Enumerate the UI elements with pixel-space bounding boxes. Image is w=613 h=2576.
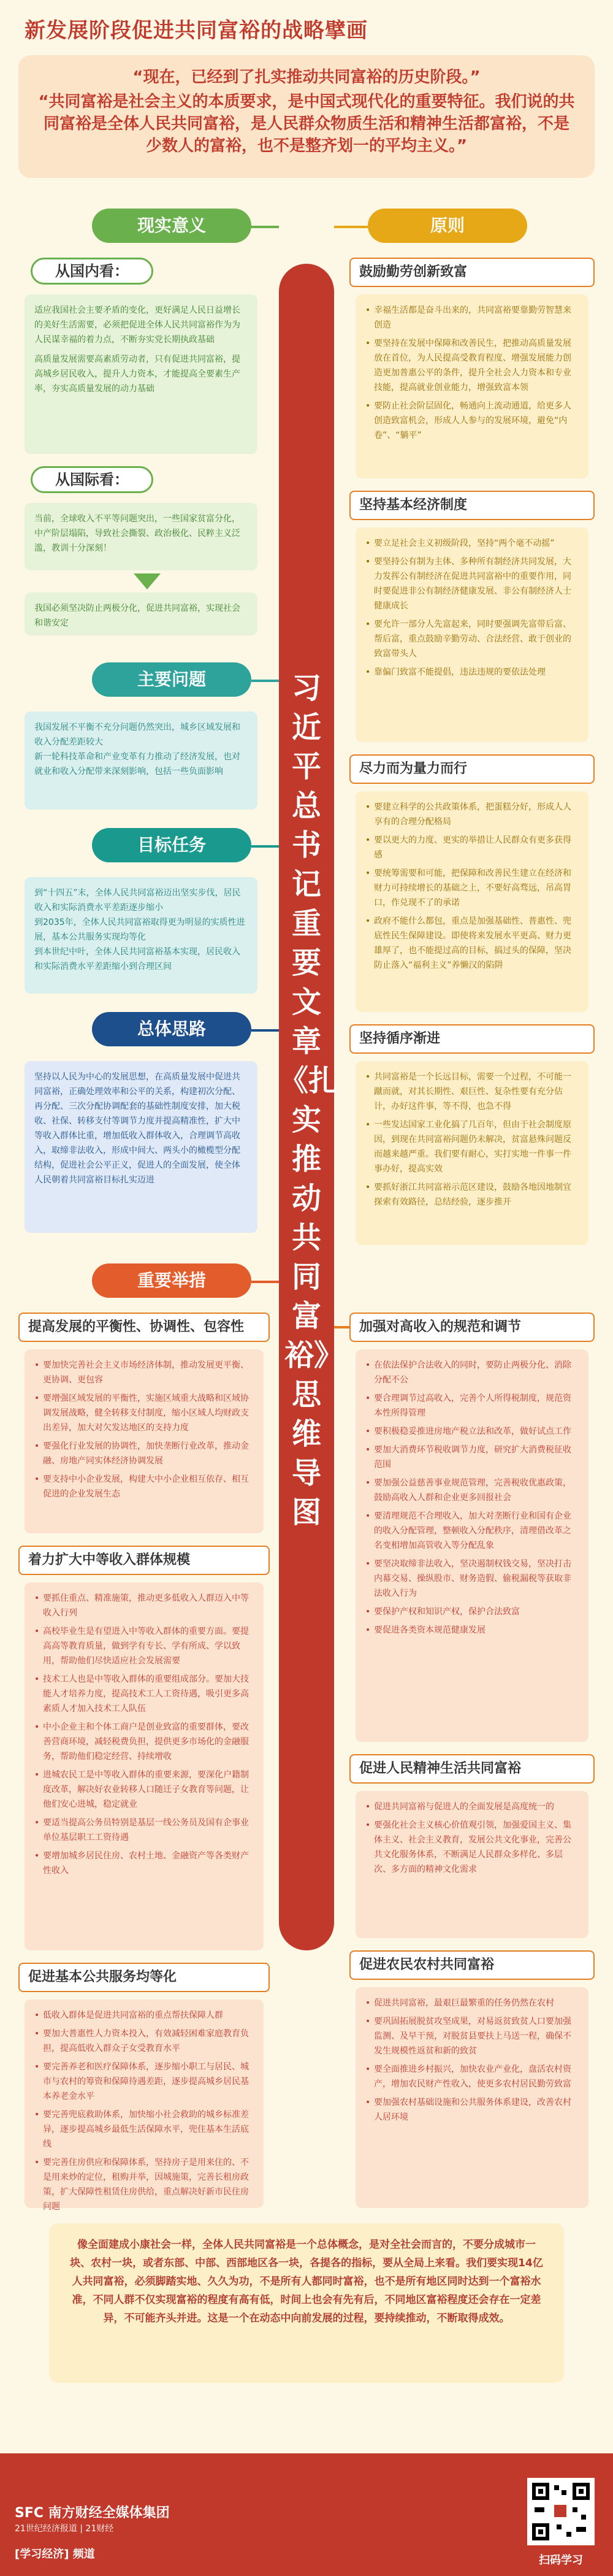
goals-box: 到“十四五”末，全体人民共同富裕迈出坚实步伐，居民收入和实际消费水平差距逐步缩小 到2035年，全体人民共同富裕取得更为明显的实质性进展，基本公共服务实现均等化 到本世纪中叶，全体人民共同富裕基本实现，居民收入和实际消费水平差距缩小到合理区间 — [25, 877, 257, 994]
measure-3-item: • 要完善兜底救助体系，加快缩小社会救助的城乡标准差异，逐步提高城乡最低生活保障水平，兜住基本生活底线 — [34, 2107, 254, 2152]
quote-line-2: “共同富裕是社会主义的本质要求，是中国式现代化的重要特征。我们说的共同富裕是全体人民共同富裕，是人民群众物质生活和精神生活都富裕，不是少数人的富裕，也不是整齐划一的平均主义。” — [38, 93, 575, 155]
measure-3-box — [25, 1999, 264, 2212]
measure-1-title: 提高发展的平衡性、协调性、包容性 — [18, 1313, 270, 1342]
principle-1-item: • 要坚持在发展中保障和改善民生，把推动高质量发展放在首位，为人民提高受教育程度、增强发展能力创造更加普惠公平的条件，提升全社会人力资本和专业技能，提高就业创业能力，增强致富本领 — [365, 336, 579, 395]
measure-2-item: • 高校毕业生是有望进入中等收入群体的重要方面。要提高高等教育质量，做到学有专长、学有所成、学以致用，帮助他们尽快适应社会发展需要 — [34, 1624, 254, 1668]
measure-2-title: 着力扩大中等收入群体规模 — [18, 1546, 270, 1575]
intl-label: 从国际看： — [31, 466, 153, 493]
reality-pill: 现实意义 — [92, 209, 251, 243]
center-title: 习近平总书记重要文章《扎实推动共同富裕》思维导图 — [279, 671, 338, 1530]
measure-2-item: • 进城农民工是中等收入群体的重要来源，要深化户籍制度改革，解决好农业转移人口随迁子女教育等问题，让他们安心进城，稳定就业 — [34, 1768, 254, 1812]
quote-box — [18, 55, 595, 178]
connector-principles — [334, 226, 368, 228]
principle-2-box — [356, 527, 588, 742]
measure-r3-box — [356, 1987, 588, 2208]
arrow-down-icon — [134, 573, 161, 589]
problems-pill: 主要问题 — [92, 662, 251, 697]
page-title: 新发展阶段促进共同富裕的战略擘画 — [25, 18, 368, 43]
connector-reality — [251, 226, 279, 228]
principle-4-item: • 要抓好浙江共同富裕示范区建设，鼓励各地因地制宜探索有效路径，总结经验，逐步推开 — [365, 1180, 579, 1209]
intl-conclusion-box: 我国必须坚决防止两极分化，促进共同富裕，实现社会和谐安定 — [25, 592, 257, 635]
domestic-text-2: 高质量发展需要高素质劳动者，只有促进共同富裕，提高城乡居民收入，提升人力资本，才能提高全要素生产率，夯实高质量发展的动力基础 — [34, 355, 240, 394]
qr-code-icon[interactable] — [527, 2478, 595, 2545]
measure-r1-item: • 要坚决取缔非法收入，坚决遏制权钱交易，坚决打击内幕交易、操纵股市、财务造假、偷税漏税等获取非法收入行为 — [365, 1557, 579, 1601]
measure-1-item: • 要加快完善社会主义市场经济体制，推动发展更平衡、更协调、更包容 — [34, 1358, 254, 1387]
problems-box: 我国发展不平衡不充分问题仍然突出，城乡区域发展和收入分配差距较大 新一轮科技革命和产业变革有力推动了经济发展，也对就业和收入分配带来深刻影响，包括一些负面影响 — [25, 711, 257, 810]
principle-1-box — [356, 294, 588, 478]
domestic-text-1: 适应我国社会主要矛盾的变化，更好满足人民日益增长的美好生活需要，必须把促进全体人民共同富裕作为为人民谋幸福的着力点，不断夯实党长期执政基础 — [34, 305, 240, 345]
measure-3-item: • 低收入群体是促进共同富裕的重点帮扶保障人群 — [34, 2008, 254, 2023]
principle-3-title: 尽力而为量力而行 — [349, 754, 595, 784]
principle-3-item: • 要建立科学的公共政策体系，把蛋糕分好，形成人人享有的合理分配格局 — [365, 800, 579, 829]
measure-2-item: • 中小企业主和个体工商户是创业致富的重要群体，要改善营商环境，减轻税费负担，提供更多市场化的金融服务，帮助他们稳定经营、持续增收 — [34, 1720, 254, 1764]
channel-label: [学习经济] 频道 — [15, 2548, 95, 2561]
measure-r1-item: • 要清理规范不合理收入，加大对垄断行业和国有企业的收入分配管理，整顿收入分配秩序，清理借改革之名变相增加高管收入等分配乱象 — [365, 1509, 579, 1553]
measure-r2-title: 促进人民精神生活共同富裕 — [349, 1754, 595, 1784]
measure-r2-item: • 促进共同富裕与促进人的全面发展是高度统一的 — [365, 1800, 579, 1814]
measure-1-item: • 要强化行业发展的协调性，加快垄断行业改革，推动金融、房地产同实体经济协调发展 — [34, 1439, 254, 1468]
measure-3-title: 促进基本公共服务均等化 — [18, 1963, 270, 1992]
measure-2-item: • 技术工人也是中等收入群体的重要组成部分。要加大技能人才培养力度，提高技术工人工资待遇，吸引更多高素质人才加入技术工人队伍 — [34, 1672, 254, 1716]
measure-2-item: • 要抓住重点、精准施策，推动更多低收入人群迈入中等收入行列 — [34, 1591, 254, 1620]
principle-2-item: • 靠偏门致富不能提倡，违法违规的要依法处理 — [365, 665, 579, 680]
principles-pill: 原则 — [368, 209, 527, 243]
measure-r2-item: • 要强化社会主义核心价值观引领，加强爱国主义、集体主义、社会主义教育，发展公共文化事业，完善公共文化服务体系，不断满足人民群众多样化、多层次、多方面的精神文化需求 — [365, 1818, 579, 1877]
domestic-box — [25, 294, 257, 454]
measure-r2-box — [356, 1791, 588, 1938]
connector-measures — [251, 1281, 279, 1283]
measure-r1-item: • 要合理调节过高收入，完善个人所得税制度，规范资本性所得管理 — [365, 1391, 579, 1420]
measure-r1-item: • 要加强公益慈善事业规范管理，完善税收优惠政策，鼓励高收入人群和企业更多回报社会 — [365, 1476, 579, 1505]
quote-line-1: “现在，已经到了扎实推动共同富裕的历史阶段。” — [132, 68, 481, 86]
measure-r3-item: • 要加强农村基础设施和公共服务体系建设，改善农村人居环境 — [365, 2095, 579, 2125]
intl-box: 当前，全球收入不平等问题突出，一些国家贫富分化，中产阶层塌陷，导致社会撕裂、政治极化、民粹主义泛滥，教训十分深刻！ — [25, 503, 257, 570]
qr-label: 扫码学习 — [539, 2554, 583, 2567]
measure-r1-item: • 要积极稳妥推进房地产税立法和改革，做好试点工作 — [365, 1424, 579, 1439]
principle-3-box — [356, 791, 588, 1012]
publisher-sub: 21世纪经济报道 | 21财经 — [15, 2524, 114, 2534]
ideas-pill: 总体思路 — [92, 1012, 251, 1046]
connector-goals — [251, 845, 279, 848]
measure-r1-item: • 要加大消费环节税收调节力度，研究扩大消费税征收范围 — [365, 1443, 579, 1472]
principle-1-item: • 要防止社会阶层固化，畅通向上流动通道，给更多人创造致富机会，形成人人参与的发展环境，避免“内卷”、“躺平” — [365, 399, 579, 443]
principle-2-item: • 要坚持公有制为主体、多种所有制经济共同发展，大力发挥公有制经济在促进共同富裕中的重要作用，同时要促进非公有制经济健康发展、非公有制经济人士健康成长 — [365, 554, 579, 613]
principle-2-title: 坚持基本经济制度 — [349, 491, 595, 520]
measure-1-item: • 要支持中小企业发展，构建大中小企业相互依存、相互促进的企业发展生态 — [34, 1472, 254, 1501]
measure-3-item: • 要完善养老和医疗保障体系，逐步缩小职工与居民、城市与农村的筹资和保障待遇差距，逐步提高城乡居民基本养老金水平 — [34, 2060, 254, 2104]
principle-1-item: • 幸福生活都是奋斗出来的，共同富裕要靠勤劳智慧来创造 — [365, 303, 579, 332]
measure-2-item: • 要适当提高公务员特别是基层一线公务员及国有企事业单位基层职工工资待遇 — [34, 1815, 254, 1845]
measure-r1-item: • 在依法保护合法收入的同时，要防止两极分化、消除分配不公 — [365, 1358, 579, 1387]
measure-3-item: • 要完善住房供应和保障体系，坚持房子是用来住的、不是用来炒的定位，租购并举，因城施策，完善长租房政策，扩大保障性租赁住房供给，重点解决好新市民住房问题 — [34, 2155, 254, 2214]
principle-4-item: • 一些发达国家工业化搞了几百年，但由于社会制度原因，到现在共同富裕问题仍未解决，贫富悬殊问题反而越来越严重。我们要有耐心，实打实地一件事一件事办好，提高实效 — [365, 1117, 579, 1176]
measures-pill: 重要举措 — [92, 1263, 251, 1298]
publisher-logo: SFC 南方财经全媒体集团 — [15, 2505, 170, 2521]
connector-ideas — [251, 1029, 279, 1032]
measure-r1-item: • 要保护产权和知识产权，保护合法致富 — [365, 1604, 579, 1619]
goals-pill: 目标任务 — [92, 828, 251, 862]
principle-2-item: • 要立足社会主义初级阶段，坚持“两个毫不动摇” — [365, 536, 579, 551]
measure-1-box — [25, 1349, 264, 1533]
measure-r1-title: 加强对高收入的规范和调节 — [349, 1313, 595, 1342]
principle-3-item: • 政府不能什么都包，重点是加强基础性、普惠性、兜底性民生保障建设。即使将来发展水平更高、财力更雄厚了，也不能提过高的目标，搞过头的保障，坚决防止落入“福利主义”养懒汉的陷阱 — [365, 914, 579, 973]
measure-3-item: • 要加大普惠性人力资本投入，有效减轻困难家庭教育负担，提高低收入群众子女受教育水平 — [34, 2026, 254, 2056]
measure-r3-item: • 要巩固拓展脱贫攻坚成果，对易返贫致贫人口要加强监测、及早干预，对脱贫县要扶上马送一程，确保不发生规模性返贫和新的致贫 — [365, 2014, 579, 2058]
measure-r1-box — [356, 1349, 588, 1742]
measure-r3-item: • 促进共同富裕，最艰巨最繁重的任务仍然在农村 — [365, 1996, 579, 2011]
connector-problems — [251, 680, 279, 682]
principle-4-title: 坚持循序渐进 — [349, 1024, 595, 1054]
principle-4-box — [356, 1061, 588, 1245]
domestic-label: 从国内看： — [31, 258, 153, 285]
measure-r3-item: • 要全面推进乡村振兴，加快农业产业化，盘活农村资产，增加农民财产性收入，使更多农村居民勤劳致富 — [365, 2062, 579, 2091]
measure-1-item: • 要增强区域发展的平衡性，实施区域重大战略和区域协调发展战略，健全转移支付制度，缩小区域人均财政支出差异，加大对欠发达地区的支持力度 — [34, 1391, 254, 1435]
connector-r1 — [334, 1326, 349, 1328]
principle-3-item: • 要以更大的力度、更实的举措让人民群众有更多获得感 — [365, 833, 579, 862]
measure-r3-title: 促进农民农村共同富裕 — [349, 1950, 595, 1980]
ideas-box: 坚持以人民为中心的发展思想，在高质量发展中促进共同富裕，正确处理效率和公平的关系，构建初次分配、再分配、三次分配协调配套的基础性制度安排，加大税收、社保、转移支付等调节力度并提高精准性，扩大中等收入群体比重，增加低收入群体收入，合理调节高收入，取缔非法收入，形成中间大、两头小的橄榄型分配结构，促进社会公平正义，促进人的全面发展，使全体人民朝着共同富裕目标扎实迈进 — [25, 1061, 257, 1233]
measure-r1-item: • 要促进各类资本规范健康发展 — [365, 1623, 579, 1638]
principle-3-item: • 要统筹需要和可能，把保障和改善民生建立在经济和财力可持续增长的基础之上，不要好高骛远，吊高胃口，作兑现不了的承诺 — [365, 866, 579, 910]
measure-2-box — [25, 1582, 264, 1950]
principle-2-item: • 要允许一部分人先富起来，同时要强调先富带后富、帮后富，重点鼓励辛勤劳动、合法经营、敢于创业的致富带头人 — [365, 617, 579, 661]
footer-summary: 像全面建成小康社会一样，全体人民共同富裕是一个总体概念，是对全社会而言的，不要分成城市一块、农村一块，或者东部、中部、西部地区各一块，各提各的指标，要从全局上来看。我们要实现14亿人共同富裕，必须脚踏实地、久久为功，不是所有人都同时富裕，也不是所有地区同时达到一个富裕水准，不同人群不仅实现富裕的程度有高有低，时间上也会有先有后，不同地区富裕程度还会存在一定差异，不可能齐头并进。这是一个在动态中向前发展的过程，要持续推动，不断取得成效。 — [49, 2223, 564, 2383]
principle-1-title: 鼓励勤劳创新致富 — [349, 258, 595, 287]
principle-4-item: • 共同富裕是一个长远目标，需要一个过程，不可能一蹴而就，对其长期性、艰巨性、复杂性要有充分估计，办好这件事，等不得，也急不得 — [365, 1070, 579, 1114]
measure-2-item: • 要增加城乡居民住房、农村土地、金融资产等各类财产性收入 — [34, 1849, 254, 1878]
